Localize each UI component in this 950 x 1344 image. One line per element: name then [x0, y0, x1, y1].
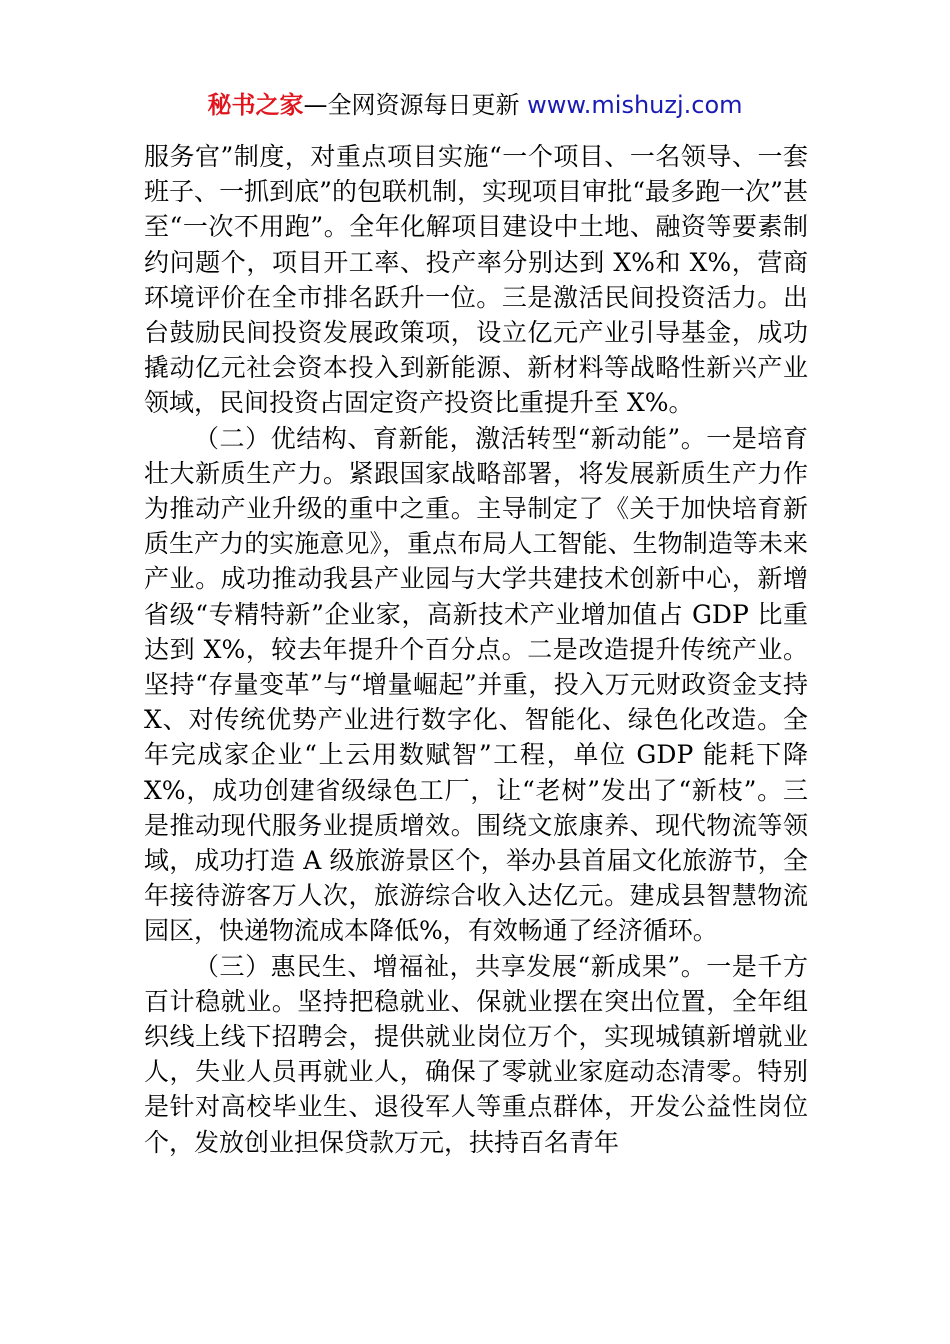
header-dash: —: [303, 91, 328, 119]
site-header: [0, 88, 950, 122]
paragraph-section-3: （三）惠民生、增福祉，共享发展“新成果”。一是千方百计稳就业。坚持把稳就业、保就业摆在突出位置，全年组织线上线下招聘会，提供就业岗位万个，实现城镇新增就业人，失业人员再就业人，确保了零就业家庭动态清零。特别是针对高校毕业生、退役军人等重点群体，开发公益性岗位个，发放创业担保贷款万元，扶持百名青年: [144, 951, 808, 1157]
brand-name: 秘书之家: [207, 91, 304, 119]
document-body: [144, 139, 808, 1160]
site-url-link[interactable]: www.mishuzj.com: [527, 91, 743, 119]
paragraph-continued: 服务官”制度，对重点项目实施“一个项目、一名领导、一套班子、一抓到底”的包联机制，实现项目审批“最多跑一次”甚至“一次不用跑”。全年化解项目建设中土地、融资等要素制约问题个，项目开工率、投产率分别达到 X%和 X%，营商环境评价在全市排名跃升一位。三是激活民间投资活力。出台鼓励民间投资发展政策项，设立亿元产业引导基金，成功撬动亿元社会资本投入到新能源、新材料等战略性新兴产业领域，民间投资占固定资产投资比重提升至 X%。: [144, 142, 808, 418]
paragraph-section-2: （二）优结构、育新能，激活转型“新动能”。一是培育壮大新质生产力。紧跟国家战略部署，将发展新质生产力作为推动产业升级的重中之重。主导制定了《关于加快培育新质生产力的实施意见》，重点布局人工智能、生物制造等未来产业。成功推动我县产业园与大学共建技术创新中心，新增省级“专精特新”企业家，高新技术产业增加值占 GDP 比重达到 X%，较去年提升个百分点。二是改造提升传统产业。坚持“存量变革”与“增量崛起”并重，投入万元财政资金支持 X、对传统优势产业进行数字化、智能化、绿色化改造。全年完成家企业“上云用数赋智”工程，单位 GDP 能耗下降 X%，成功创建省级绿色工厂，让“老树”发出了“新枝”。三是推动现代服务业提质增效。围绕文旅康养、现代物流等领域，成功打造 A 级旅游景区个，举办县首届文化旅游节，全年接待游客万人次，旅游综合收入达亿元。建成县智慧物流园区，快递物流成本降低%，有效畅通了经济循环。: [144, 423, 808, 946]
header-tagline: 全网资源每日更新: [327, 91, 520, 119]
